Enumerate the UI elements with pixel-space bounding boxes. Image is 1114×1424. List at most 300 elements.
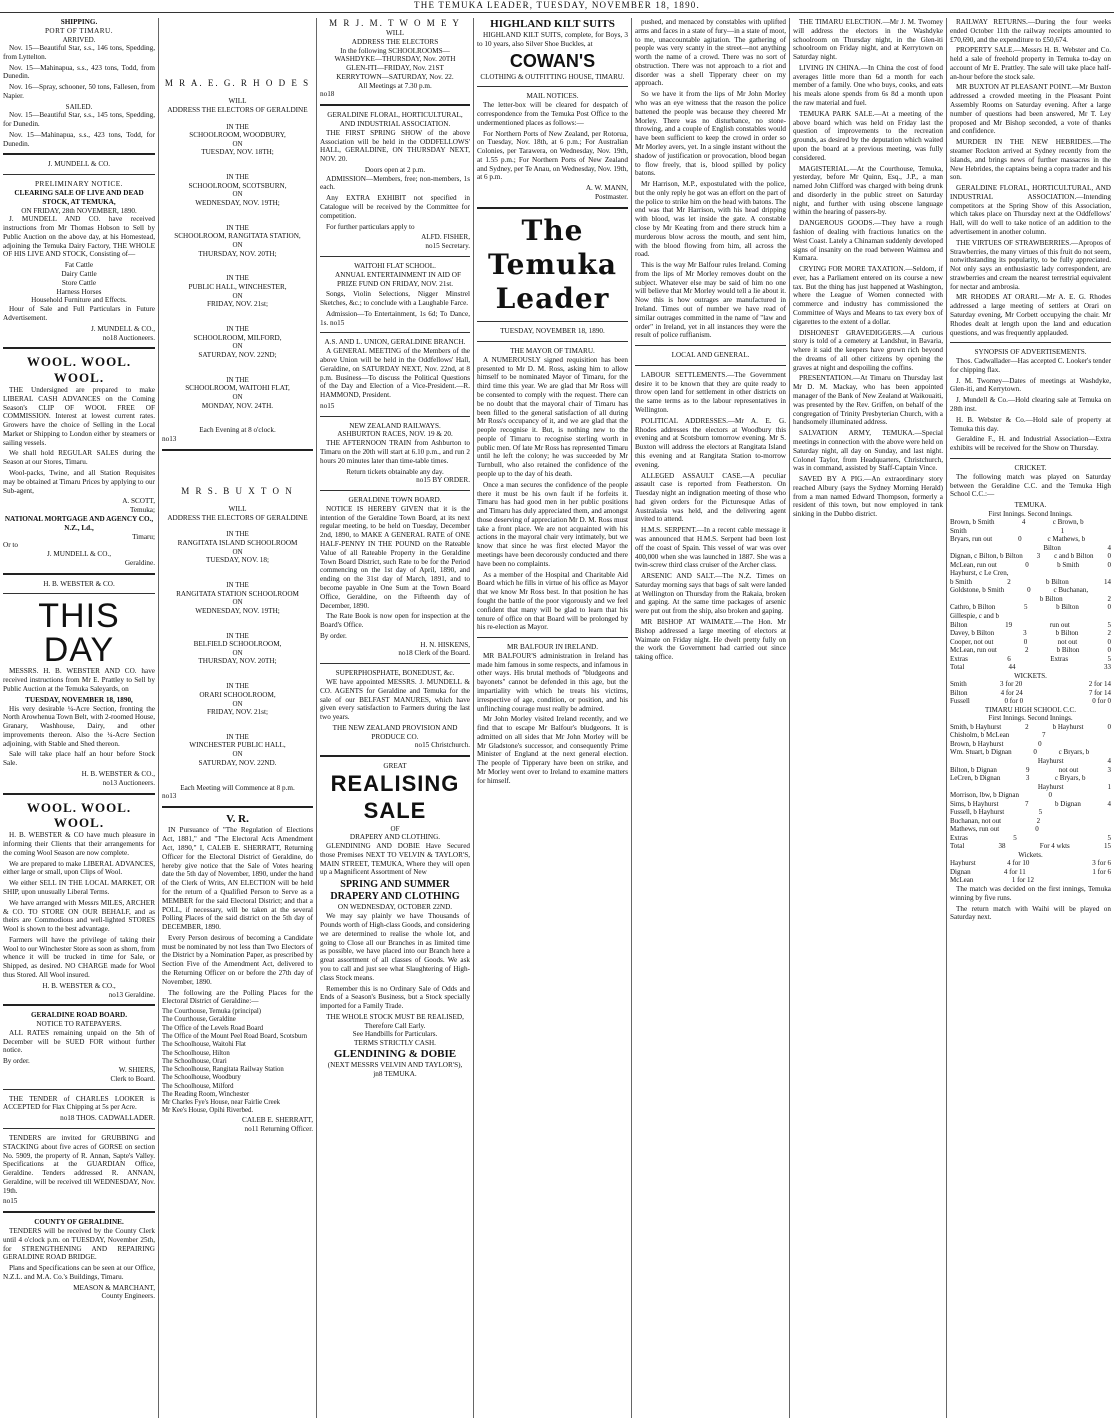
meeting-date: WEDNESDAY, NOV. 19TH; [195, 199, 280, 207]
score-cell: Chisholm, b McLean [950, 731, 1010, 740]
score-cell: 2 [1036, 816, 1041, 825]
sherratt-role: no11 Returning Officer. [244, 1124, 313, 1133]
local-item: PROPERTY SALE.—Messrs H. B. Webster and Co. held a sale of freehold property in Temuka to-day on account of Mr E. Prattley. The sale will take place half-an-hour before the stock sale. [950, 46, 1111, 81]
further: For further particulars apply to [326, 222, 415, 231]
gd-sign: GLENDINING & DOBIE [333, 1047, 457, 1060]
score-row [950, 569, 1111, 578]
score-row [950, 791, 1111, 800]
code: no13 [162, 435, 177, 444]
meeting-date: SATURDAY, NOV. 22ND. [198, 758, 277, 767]
score-cell: 0 [1025, 560, 1029, 569]
local-item: THE VIRTUES OF STRAWBERRIES.—Apropos of Strawberries, the many virtues of this fruit do not seem, notwithstanding its popularity, to be fully appreciated. Not only says an enthusiastic lady correspondent, are strawberries and cream the nearest terrestrial equivalent for nectar and ambrosia. [950, 238, 1111, 291]
on: ON [232, 139, 243, 148]
stock-item: Dairy Cattle [61, 270, 97, 279]
score-cell: b Dignan [1055, 799, 1081, 808]
meeting [162, 173, 313, 208]
meeting [162, 376, 313, 411]
on: ON [232, 598, 243, 607]
super-body: WE have appointed MESSRS. J. MUNDELL & CO. AGENTS for Geraldine and Temuka for the sale of our BELFAST MANURES, which have given every satisfaction to Farmers during the last two years. [320, 677, 470, 722]
score-cell: Morrison, lbw, b Dignan [950, 791, 1019, 800]
gtb-body: NOTICE IS HEREBY GIVEN that it is the intention of the Geraldine Town Board, at its next regular meeting, to be held on Tuesday, December 2nd, 1890, to MAKE A GENERAL RATE of ONE HALF-PENNY IN THE POUND on the Rateable Value of all Rateable Property in the Geraldine Town Board District, such Rate to be for the Period commencing on the 1st day of April, 1890, and ending on the 31st day of March, 1891, and to become payable in One Sum at the Town Board Office, Geraldine, on the Fifteenth day of December, 1890. [320, 504, 470, 610]
score-cell: 1 [1107, 782, 1111, 791]
on: ON [232, 190, 243, 199]
each-evening: Each Evening at 8 o'clock. [199, 426, 276, 435]
this-day: THIS DAY [38, 597, 120, 670]
gd-body: We may say plainly we have Thousands of Pounds worth of High-class Goods, and considering we are determined to realise the whole lot, and going to Close all our Branches in as limited time as possible, we have placed into our Branch here a great assortment of all classes of Goods. We ask you to call and just see what Slaughtering of High-class Stock means. [320, 912, 470, 982]
drapery: DRAPERY AND CLOTHING. [349, 833, 441, 842]
terms-cash: TERMS STRICTLY CASH. [354, 1039, 436, 1048]
hbw-body: Sale will take place half an hour before Stock Sale. [3, 750, 155, 768]
county-body: Plans and Specifications can be seen at our Office, N.Z.L. and M.A. Co.'s Buildings, Timaru. [3, 1264, 155, 1281]
score-cell: 44 [1008, 663, 1016, 672]
score-cell: b Bilton [1045, 577, 1069, 586]
meeting-place: ORARI SCHOOLROOM, [199, 690, 276, 699]
wickets-table [950, 680, 1111, 706]
paper-title: The Temuka Leader [488, 213, 617, 316]
wool2-body: H. B. WEBSTER & CO have much pleasure in informing their Clients that their arrangements for the coming Wool Season are now complete. [3, 831, 155, 857]
polling-place: The Schoolhouse, Milford [162, 1082, 234, 1090]
score-cell: 2 [1007, 577, 1011, 586]
score-cell: 4 [1021, 518, 1026, 527]
polling-place: The Schoolhouse, Hilton [162, 1049, 230, 1057]
score-row [950, 561, 1111, 570]
meeting-date: SATURDAY, NOV. 22ND; [198, 350, 277, 359]
score-cell: Mathews, run out [950, 825, 1000, 834]
signature-role: no18 Auctioneers. [102, 333, 155, 342]
score-cell: 0 [1027, 586, 1031, 595]
score-cell: Extras [950, 833, 968, 842]
meeting-place: WASHDYKE—THURSDAY, Nov. 20TH [334, 55, 456, 64]
score-cell: 4 [1107, 799, 1111, 808]
whole-stock: THE WHOLE STOCK MUST BE REALISED, Therefore Call Early. [326, 1012, 464, 1030]
local-item: CRYING FOR MORE TAXATION.—Seldom, if ever, has a Parliament entered on its course a new tax. But the thing has just happened at Washington, where the League of Women connected with commerce and industry has commissioned the Committee of Ways and Means to tax every box of cigarettes to the extent of a dollar. [793, 265, 943, 326]
vr-body: IN Pursuance of "The Regulation of Elections Act, 1881," and "The Electoral Acts Amendment Act, 1890," I, CALEB E. SHERRATT, Returning Officer for the Electoral District of Geraldine, do hereby give notice that the Sale of Votes hearing date the 5th day of November, 1890, under the hand of the Clerk of Writs, AN ELECTION will be held for the return of a Qualified Person to Serve as a MEMBER for the said Electoral District; and that a POLL, if necessary, will be taken at the several Polling Places of the said district on the 5th day of DECEMBER, 1890. [162, 826, 313, 932]
score-row [950, 723, 1111, 732]
address: ADDRESS THE ELECTORS OF GERALDINE [167, 105, 308, 114]
score-cell: McLean, run out [950, 560, 997, 569]
in-the: IN THE [226, 173, 249, 182]
score-cell: 2 [1107, 629, 1111, 638]
will: WILL [386, 28, 404, 37]
article-body: Mr Harrison, M.P., expostulated with the police, but the only reply he got was an effort on the part of the police to strike him on the head with batons. The end was that Mr Harrison, with his head dripping with blood, was let inside the gate. A constable close by Mr Keating from and there struck him a murderous blow across the mouth, and sent him, with the blood flowing from him, all across the road. [635, 180, 786, 259]
score-cell: 2 [1107, 594, 1111, 603]
score-row [950, 868, 1111, 877]
score-row [950, 578, 1111, 587]
address: ADDRESS THE ELECTORS OF GERALDINE [167, 513, 308, 522]
wool-body: Wool-packs, Twine, and all Station Requisites may be obtained at Timaru Prices by applying to our Sub-agent, [3, 469, 155, 495]
column-1 [0, 18, 158, 1420]
score-cell: 0 for 0 [1092, 697, 1111, 706]
handbills: See Handbills for Particulars. [352, 1030, 438, 1039]
local-item: PRESENTATION.—At Timaru on Thursday last Mr D. M. Mackay, who has been appointed manager of the Bank of New Zealand at Waikouaiti, was presented by the Rev. Griffen, on behalf of the congregation of Trinity Presbyterian Church, with a handsomely illuminated address. [793, 374, 943, 427]
score-row [950, 859, 1111, 868]
stock-item: Household Furniture and Effects. [31, 296, 127, 305]
meeting-list [162, 123, 313, 411]
rhodes-name: M R A. E. G. R H O D E S [164, 78, 311, 88]
sailing-item: Nov. 15—Mahinapua, s.s., 423 tons, Todd, for Dunedin. [3, 130, 155, 148]
on: ON [232, 241, 243, 250]
wool2-sign: H. B. WEBSTER & CO., [42, 981, 116, 990]
score-cell: Davey, b Bilton [950, 629, 995, 638]
score-cell: c Mathews, b [1047, 535, 1086, 544]
score-cell: 2 [1025, 722, 1029, 731]
polling-place: The Schoolhouse, Waitohi Flat [162, 1041, 246, 1049]
polling-place: The Schoolhouse, Woodbury [162, 1074, 241, 1082]
score-row [950, 629, 1111, 638]
innings-heading: First Innings. Second Innings. [988, 509, 1073, 518]
score-row [950, 638, 1111, 647]
local-item: SALVATION ARMY, TEMUKA.—Special meetings in connection with the above were held on Saturday night, all day on Sunday, and last night. Colonel Taylor, from Headquarters, Christchurch, was in command, assisted by Staff-Captain Vince. [793, 429, 943, 473]
score-row [950, 842, 1111, 851]
local-item: H.M.S. SERPENT.—In a recent cable message it was announced that H.M.S. Serpent had been lost off the coast of Spain. This vessel of war was over 400,000 when she was launched in 1887. She was a twin-screw third class cruiser of the Archer class. [635, 526, 786, 570]
score-cell: McLean, run out [950, 646, 997, 655]
score-cell: 5 [1107, 833, 1111, 842]
hiskens: H. N. HISKENS, [420, 640, 470, 649]
nzpp-place: no15 Christchurch. [414, 741, 470, 750]
score-cell: Smith, b Hayhurst [950, 722, 1002, 731]
return-tickets: Return tickets obtainable any day. [346, 467, 444, 476]
score-cell: 4 [1107, 757, 1111, 765]
mann: A. W. MANN, [585, 184, 628, 193]
county-body: TENDERS will be received by the County Clerk until 4 o'clock p.m. on TUESDAY, November 25th, for STRENGTHENING AND REPAIRING GERALDINE ROAD BRIDGE. [3, 1226, 155, 1262]
local-item: MR BUXTON AT PLEASANT POINT.—Mr Buxton addressed a crowded meeting in the Pleasant Point Assembly Rooms on Saturday evening. After a large number of questions had been answered, Mr T. Ley proposed and Mr Bishop seconded, a vote of thanks and confidence. [950, 83, 1111, 136]
exhibit: Any EXTRA EXHIBIT not specified in Catalogue will be received by the Committee for competition. [320, 194, 470, 220]
score-cell: 4 for 11 [1003, 867, 1026, 876]
local-item: ALLEGED ASSAULT CASE.—A peculiar assault case is reported from Featherston. On Tuesday night an indignation meeting of those who had given orders for the Picturesque Atlas of Australasia was held, and the delivering agent invited to attend. [635, 471, 786, 524]
article-body: This is the way Mr Balfour rules Ireland. Coming from the lips of Mr Morley removes doubt on the subject. Whatever else may be said of him no one will believe that Mr Morley would tell a lie about it. Now this is how outrages are manufactured in Ireland. Times out of number we have read of similar outrages committed in the name of "law and order" in Ireland, yet in all instances they were the result of police ruffianism. [635, 261, 786, 340]
hbw-body: His very desirable ¼-Acre Section, fronting the North Arowhenua Town Belt, with 2-roomed House, Granary, Washhouse, Dairy, and other improvements thereon. Also the ¼-Acre Section adjoining, with Stable and Shed thereon. [3, 704, 155, 748]
meeting-date: FRIDAY, NOV. 21st; [207, 708, 268, 717]
local-item: POLITICAL ADDRESSES.—Mr A. E. G. Rhodes addresses the electors at Woodbury this evening and at Scotsburn tomorrow evening. Mr S. Buxton will address the electors at Rangitata Island this evening and at Rangitata Station to-morrow evening. [635, 416, 786, 469]
train-notice: THE AFTERNOON TRAIN from Ashburton to Timaru on the 20th will start at 6.10 p.m., and run 2 hours 20 minutes later than time-table times. [320, 439, 470, 465]
arrived-heading: ARRIVED. [62, 35, 96, 44]
geraldine-place: Geraldine. [124, 558, 155, 567]
score-cell: 3 [1023, 629, 1027, 638]
in-the: IN THE [226, 375, 249, 384]
balfour-body: MR BALFOUR'S administration in Ireland has made him famous in some respects, and infamous in other ways. His brutal methods of "bludgeons and bayonets" cannot be defended in this age, but the impartiality with which he treats his victims, irrespective of age, condition, or position, and his unflinching courage must really be admired. [477, 651, 628, 713]
score-cell: 3 [1107, 765, 1111, 774]
score-row [950, 680, 1111, 689]
score-cell: Dignan, c Bilton, b Bilton [950, 552, 1023, 561]
admission: ADMISSION—Members, free; non-members, 1s each. [320, 174, 470, 192]
score-cell: 33 [1104, 663, 1111, 672]
score-cell: 5 [1107, 620, 1111, 629]
port-heading: PORT OF TIMARU. [44, 26, 114, 35]
meeting-date: MONDAY, NOV. 24TH. [201, 401, 274, 410]
score-row [950, 740, 1111, 749]
score-row [950, 757, 1111, 766]
score-cell: Smith [950, 526, 967, 535]
score-row [950, 527, 1111, 536]
road-board-body: ALL RATES remaining unpaid on the 5th of December will be SUED FOR without further notice. [3, 1028, 155, 1055]
score-cell: c Bryars, b [1058, 748, 1090, 757]
by-order: no15 BY ORDER. [416, 476, 470, 485]
meeting-place: GLEN-ITI—FRIDAY, Nov. 21ST [346, 64, 444, 73]
vr-body: The following are the Polling Places for the Electoral District of Geraldine:— [162, 988, 313, 1006]
meeting-place: SCHOOLROOM, SCOTSBURN, [188, 181, 287, 190]
meeting-place: SCHOOLROOM, RANGITATA STATION, [174, 232, 301, 241]
all-meetings: All Meetings at 7.30 p.m. [358, 81, 432, 90]
floral-heading: GERALDINE FLORAL, HORTICULTURAL, AND INDUSTRIAL ASSOCIATION. [327, 111, 463, 128]
score-row [950, 766, 1111, 775]
agent-place: Temuka; [129, 506, 155, 515]
score-row [950, 876, 1111, 885]
score-cell: Hayhurst [1037, 782, 1064, 791]
meeting-date: TUESDAY, NOV. 18; [206, 556, 269, 565]
in-the: IN THE [226, 325, 249, 334]
meeting-place: RANGITATA STATION SCHOOLROOM [176, 589, 299, 598]
wool2-body: We are prepared to make LIBERAL ADVANCES, either large or small, upon Clips of Wool. [3, 859, 155, 877]
fisher-role: no15 Secretary. [425, 242, 470, 251]
score-cell: Extras [950, 654, 968, 663]
asu-body: A GENERAL MEETING of the Members of the above Union will be held in the Oddfellows' Hall, Geraldine, on SATURDAY NEXT, Nov. 22nd, at 8 p.m. Business—To discuss the Political Questions of the Day and Election of a Vice-President.—R. HAMMOND, President. [320, 347, 470, 400]
in-the: IN THE [226, 274, 249, 283]
gd-next: (NEXT MESSRS VELVIN AND TAYLOR'S), [327, 1061, 463, 1070]
score-row [950, 731, 1111, 740]
score-cell: b Hayhurst [1052, 722, 1084, 731]
on: ON [232, 291, 243, 300]
innings-heading: First Innings. Second Innings. [988, 714, 1073, 723]
local-item: DISHONEST GRAVEDIGGERS.—A curious story is told of a cemetery at Landshut, in Bavaria, where it said the keepers have grown rich beyond the dreams of all other citizens by opening the graves at night and despoiling the coffins. [793, 328, 943, 372]
score-cell: b Bilton [1056, 646, 1080, 655]
wool2-place: no13 Geraldine. [108, 990, 155, 999]
gd-code: jn8 TEMUKA. [373, 1070, 417, 1079]
stock-item: Store Cattle [61, 278, 97, 287]
code: no15 [320, 401, 335, 410]
score-cell: Hayhurst [950, 859, 976, 868]
mundell-body: J. MUNDELL AND CO. have received instructions from Mr Thomas Hobson to Sell by Public Auction on the above day, at his Homestead, adjoining the Temuka Dairy Factory, THE WHOLE OF HIS LIVE AND STOCK, Consisting of— [3, 215, 155, 259]
hbw-role: no13 Auctioneers. [102, 778, 155, 787]
score-cell: 0 [1107, 552, 1111, 561]
balfour-body: Mr John Morley visited Ireland recently, and we find that to escape Mr Balfour's bludgeons. It is admitted on all sides that Mr John Morley will be Mr Gladstone's successor, and consequently Prime Minister of England at the next general election. The people of Tipperary have been on strike, and Mr Morley went over to Ireland to examine matters for himself. [477, 715, 628, 785]
clearing-sale: CLEARING SALE OF LIVE AND DEAD STOCK, AT TEMUKA, [14, 189, 144, 206]
hour-of-sale: Hour of Sale and Full Particulars in Future Advertisement. [3, 305, 155, 322]
kilt-body: HIGHLAND KILT SUITS, complete, for Boys, 3 to 10 years, also Silver Shoe Buckles, at [477, 31, 628, 49]
preliminary-notice: PRELIMINARY NOTICE. [35, 180, 123, 189]
code: no13 [162, 792, 177, 801]
score-row [950, 612, 1111, 621]
score-cell: 4 [1107, 543, 1111, 552]
meeting-place: SCHOOLROOM, MILFORD, [193, 333, 282, 342]
cowan-sub: CLOTHING & OUTFITTING HOUSE, TIMARU. [480, 72, 625, 81]
score-cell: 1 for 6 [1092, 867, 1111, 876]
shiers-role: Clerk to Board. [110, 1074, 155, 1083]
score-cell: Cathro, b Bilton [950, 603, 996, 612]
score-cell: 3 for 6 [1092, 859, 1111, 868]
score-row [950, 621, 1111, 630]
synopsis-item: J. Mundell & Co.—Hold clearing sale at Temuka on 28th inst. [950, 396, 1111, 414]
score-cell: Bilton [1043, 543, 1061, 552]
score-row [950, 748, 1111, 757]
score-cell: c and b Bilton [1054, 552, 1094, 561]
mail-body: The letter-box will be cleared for despatch of correspondence from the Temuka Post Office to the undermentioned places as follows:— [477, 101, 628, 127]
on: ON [232, 547, 243, 556]
cricket-end: The match was decided on the first innings, Temuka winning by five runs. [950, 884, 1111, 902]
on: ON [232, 750, 243, 759]
cricket-end: The return match with Waihi will be played on Saturday next. [950, 904, 1111, 922]
on-wednesday: ON WEDNESDAY, OCTOBER 22ND. [337, 903, 453, 912]
hbw-date: TUESDAY, NOVEMBER 18, 1890, [25, 695, 133, 704]
meeting-date: TUESDAY, NOV. 18TH; [201, 148, 274, 157]
score-cell: Bilton [950, 688, 968, 697]
score-cell: McLean [950, 876, 974, 885]
mayor-body: A NUMEROUSLY signed requisition has been presented to Mr D. M. Ross, asking him to allow himself to be nominated Mayor of Timaru, for the third time this year. We are glad that Mr Ross will be consented to comply with the request. There can be no doubt that the mayoral chair of Timaru has been filled to the general satisfaction of all during Mr Ross's occupancy of it, and we are glad that the people recognise it. But, is nothing new to the people of Timaru to recognise sterling worth in public men. Of late Mr Ross has represented Timaru until he left the colony; he was succeeded by Mr Turnbull, who also retained the confidence of the people up to the day of his death. [477, 355, 628, 479]
score-cell: Hayhurst [1037, 757, 1064, 765]
wickets-table [950, 859, 1111, 885]
score-cell: b Bilton [1055, 629, 1079, 638]
score-cell: b Bilton [1039, 594, 1063, 603]
score-cell: Extras [1050, 654, 1069, 663]
buxton-name: M R S. B U X T O N [181, 485, 294, 496]
each-meeting: Each Meeting will Commence at 8 p.m. [180, 783, 295, 792]
score-cell: 9 [1026, 765, 1030, 774]
polling-place: The Courthouse, Temuka (principal) [162, 1008, 262, 1016]
local-item: LIVING IN CHINA.—In China the cost of food averages little more than 6d a month for each member of a family. One who buys, cooks, and eats his meals alone spends from 6s 8d a month upon the raw material and fuel. [793, 63, 943, 108]
score-cell: 4 for 24 [1000, 688, 1023, 697]
score-cell: Wm. Stuart, b Dignan [950, 748, 1012, 757]
sherratt: CALEB E. SHERRATT, [242, 1115, 313, 1124]
score-row [950, 535, 1111, 544]
score-row [950, 689, 1111, 698]
score-cell: c Bryars, b [1054, 774, 1086, 783]
local-item: SAVED BY A PIG.—An extraordinary story reached Albury (says the Sydney Morning Herald) from a man named Edward Thompson, formerly a resident of this town, but now employed in tank sinking in the Dubbo district. [793, 475, 943, 519]
column-3 [317, 18, 473, 1420]
score-cell: 0 [1048, 791, 1052, 800]
twomey-name: M R J. M. T W O M E Y [329, 18, 461, 28]
hbw-body: MESSRS. H. B. WEBSTER AND CO. have received instructions from Mr E. Prattley to Sell by Public Auction at the Temuka Saleyards, on [3, 667, 155, 693]
score-cell: c Brown, b [1052, 518, 1084, 527]
on: ON [232, 342, 243, 351]
shiers: W. SHIERS, [118, 1066, 155, 1075]
scorecard-ths [950, 723, 1111, 851]
stock-item: Harness Horses [56, 287, 102, 296]
by-order: By order. [3, 1057, 30, 1066]
super-heading: SUPERPHOSPHATE, BONEDUST, &c. [335, 669, 455, 678]
meeting-place: SCHOOLROOM, WOODBURY, [189, 131, 286, 140]
annual-entertainment: ANNUAL ENTERTAINMENT IN AID OF PRIZE FUND ON FRIDAY, NOV. 21st. [335, 270, 461, 288]
asu-heading: A.S. AND L. UNION, GERALDINE BRANCH. [324, 338, 466, 347]
meeting [162, 733, 313, 768]
in-the: IN THE [226, 223, 249, 232]
score-row [950, 518, 1111, 527]
mann-role: Postmaster. [595, 193, 628, 202]
in-schoolrooms: In the following SCHOOLROOMS— [340, 46, 450, 55]
dateline: TUESDAY, NOVEMBER 18, 1890. [500, 327, 605, 336]
score-cell: 1 [1060, 526, 1065, 535]
score-cell: 5 [1013, 833, 1017, 842]
score-cell: c Buchanan, [1053, 586, 1089, 595]
nmac: NATIONAL MORTGAGE AND AGENCY CO., N.Z., Ld., [4, 514, 154, 532]
score-row [950, 586, 1111, 595]
score-cell: Bilton, b Dignan [950, 765, 997, 774]
in-the: IN THE [226, 530, 249, 539]
meeting-date: WEDNESDAY, NOV. 19TH; [195, 606, 280, 615]
meeting-date: THURSDAY, NOV. 20TH; [198, 249, 277, 258]
score-cell: 0 [1107, 560, 1111, 569]
local-item: RAILWAY RETURNS.—During the four weeks ended October 11th the railway receipts amounted to £70,690, and the expenditure to £50,674. [950, 18, 1111, 44]
score-cell: 0 [1107, 603, 1111, 612]
wickets-heading: WICKETS. [1014, 671, 1047, 680]
gtb-body: The Rate Book is now open for inspection at the Board's Office. [320, 612, 470, 630]
polling-place: The Office of the Mount Peel Road Board, Scotsburn [162, 1032, 308, 1040]
cricket-heading: CRICKET. [1014, 463, 1047, 472]
on: ON [232, 392, 243, 401]
column-2 [159, 18, 316, 1420]
synopsis-item: H. B. Webster & Co.—Hold sale of property at Temuka this day. [950, 415, 1111, 433]
score-cell: 7 [1042, 731, 1046, 740]
team-heading: TEMUKA. [1014, 501, 1047, 510]
score-cell: 5 [1107, 654, 1111, 663]
score-cell: Total [950, 842, 965, 851]
meeting [162, 682, 313, 717]
code: no18 [320, 90, 335, 99]
county-heading: COUNTY OF GERALDINE. [34, 1218, 124, 1227]
score-cell: Sims, b Hayhurst [950, 799, 999, 808]
meeting [162, 123, 313, 158]
score-cell: 3 for 20 [1000, 680, 1023, 689]
score-row [950, 808, 1111, 817]
score-cell: Fussell [950, 697, 970, 706]
balfour-heading: MR BALFOUR IN IRELAND. [506, 643, 599, 652]
mail-body: For Northern Ports of New Zealand, per Rotorua, on Tuesday, Nov. 18th, at 6 p.m.; For Australian Colonies, per Tarawera, on Wednesday, Nov. 19th, at 1.55 p.m.; For Northern Ports of New Zealand and Sydney, per Te Anau, on Wednesday, Nov. 19th, at 6 p.m. [477, 129, 628, 182]
tender-notice-2: TENDERS are invited for GRUBBING and STACKING about five acres of GORSE on section No. 5909, the property of R. Annan, Sapte's Valley. Specifications at the GUARDIAN Office, Geraldine. Tenders addressed R. ANNAN, Geraldine, will be received till WEDNESDAY, Nov. 19th. [3, 1133, 155, 1195]
score-cell: run out [1049, 620, 1070, 629]
local-item: GERALDINE FLORAL, HORTICULTURAL, AND INDUSTRIAL ASSOCIATION.—Intending competitors at the Spring Show of this Association, which takes place on Thursday next at the Oddfellows' Hall, will do well to take notice of an addition to the advertisement in another column. [950, 184, 1111, 236]
score-cell: 6 [1007, 654, 1011, 663]
score-cell: Dignan [950, 867, 971, 876]
score-row [950, 800, 1111, 809]
hbw-sign: H. B. WEBSTER & CO., [81, 770, 155, 778]
score-cell: 5 [1023, 603, 1028, 612]
kilt-heading: HIGHLAND KILT SUITS [490, 18, 615, 30]
mundell-sign: J. MUNDELL & CO., [46, 550, 112, 559]
will: WILL [228, 504, 247, 513]
local-item: MURDER IN THE NEW HEBRIDES.—The steamer Rockton arrived at Sydney recently from the islands, and brings news of further massacres in the New Hebrides, the captains being a copra trader and his son. [950, 138, 1111, 182]
score-cell: 0 [1023, 637, 1028, 646]
score-row [950, 783, 1111, 792]
or-to: Or to [3, 541, 18, 550]
vr-heading: V. R. [226, 813, 249, 826]
fisher: ALFD. FISHER, [421, 233, 470, 242]
tender-notice: THE TENDER of CHARLES LOOKER is ACCEPTED for Flax Chipping at 5s per Acre. [3, 1094, 155, 1112]
score-cell: Gillespie, c and b [950, 611, 999, 620]
score-row [950, 663, 1111, 672]
cadwallader: no18 THOS. CADWALLADER. [60, 1114, 155, 1123]
in-the: IN THE [226, 732, 249, 741]
polling-place: The Schoolhouse, Orari [162, 1057, 227, 1065]
score-cell: Hayhurst, c Le Cren, [950, 569, 1009, 578]
hiskens-role: no18 Clerk of the Board. [398, 649, 470, 658]
polling-place: The Reading Room, Winchester [162, 1090, 250, 1098]
score-cell: 7 for 14 [1088, 688, 1111, 697]
meeting-place: RANGITATA ISLAND SCHOOLROOM [177, 538, 298, 547]
meeting [162, 274, 313, 309]
stock-item: Fat Cattle [64, 261, 94, 270]
on: ON [232, 699, 243, 708]
meeting-date: THURSDAY, NOV. 20TH; [198, 657, 277, 666]
score-cell: not out [1058, 765, 1079, 774]
score-cell: 0 [1033, 748, 1037, 757]
wool-body: THE Undersigned are prepared to make LIBERAL CASH ADVANCES on the Coming Season's CLIP OF WOOL FREE OF COMMISSION. Interest at lowest current rates. Growers have the choice of Selling in the Local Market or Shipping to London either by steamers or sailing vessels. [3, 386, 155, 447]
local-item: MAGISTERIAL.—At the Courthouse, Temuka, yesterday, before Mr Quinn, Esq., J.P., a man named John Clifford was charged with being drunk and disorderly in the public street on Saturday night, and further with using obscene language within the hearing of passers-by. [793, 164, 943, 217]
score-cell: 38 [998, 842, 1006, 851]
score-cell: 0 [1107, 722, 1111, 731]
local-item: LABOUR SETTLEMENTS.—The Government desire it to be known that they are quite ready to throw open land for settlement in other districts on the same terms as to the labour representatives in Wellington. [635, 370, 786, 415]
article-body: pushed, and menaced by constables with uplifted arms and faces in a state of fury—in a state of moot, to me, unaccountable agitation. The gathering of people was very scanty in the street—not anything worth the name of a crowd. There was no sort of obstruction. There was not approach to a riot and disorder was a shell Tipperary cheer on my approach. [635, 18, 786, 88]
score-row [950, 595, 1111, 604]
score-cell: 3 [1025, 774, 1030, 783]
local-item: DANGEROUS GOODS.—They have a rough fashion of dealing with fractious lunatics on the West Coast. Lately a Chinaman suddenly developed signs of insanity on the road between Waimea and Kumara. [793, 219, 943, 263]
